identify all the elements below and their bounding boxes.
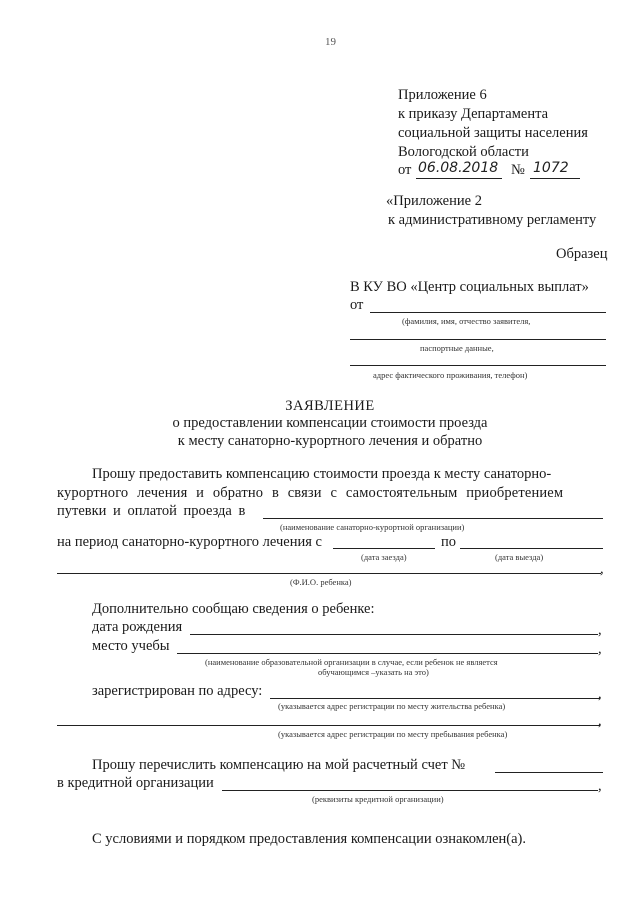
birth-date-label: дата рождения (92, 619, 183, 635)
comma-1: , (600, 561, 604, 577)
registration-line (270, 698, 600, 699)
addressee-passport-line (350, 339, 606, 340)
registered-label: зарегистрирован по адресу: (92, 683, 263, 699)
agreement-text: С условиями и порядком предоставления компенсации ознакомлен(а). (92, 831, 526, 847)
date-underline (416, 178, 502, 179)
hint-arrival-date: (дата заезда) (361, 552, 407, 562)
appendix-line-1: Приложение 6 (398, 87, 487, 103)
hint-address: адрес фактического проживания, телефон) (373, 370, 528, 380)
addressee-from-prefix: от (350, 297, 364, 313)
child-name-line (57, 573, 601, 574)
hint-passport: паспортные данные, (420, 343, 494, 353)
hint-child-name: (Ф.И.О. ребенка) (290, 577, 352, 587)
document-subtitle-1: о предоставлении компенсации стоимости проезда (172, 415, 488, 431)
appendix-date-value: 06.08.2018 (418, 160, 499, 176)
page-number: 19 (325, 36, 336, 48)
hint-stay: (указывается адрес регистрации по месту пребывания ребенка) (278, 729, 508, 739)
period-prefix: на период санаторно-курортного лечения с (57, 534, 322, 550)
addressee-address-line (350, 365, 606, 366)
comma-6: , (598, 778, 602, 794)
account-number-line (495, 772, 603, 773)
appendix-date-prefix: от (398, 162, 412, 178)
departure-date-line (460, 548, 603, 549)
appendix-number-prefix: № (511, 162, 525, 178)
birth-date-line (190, 634, 598, 635)
document-title: ЗАЯВЛЕНИЕ (285, 398, 375, 414)
payment-line-2: в кредитной организации (57, 775, 214, 791)
comma-3: , (598, 641, 602, 657)
arrival-date-line (333, 548, 435, 549)
comma-4: , (598, 686, 602, 702)
appendix-line-2: к приказу Департамента (398, 106, 549, 122)
hint-bank: (реквизиты кредитной организации) (312, 794, 444, 804)
addressee-to: В КУ ВО «Центр социальных выплат» (350, 279, 589, 295)
payment-line-1: Прошу перечислить компенсацию на мой расчетный счет № (92, 757, 466, 773)
appendix-number-value: 1072 (533, 160, 569, 176)
period-to: по (441, 534, 457, 550)
appendix-line-4: Вологодской области (398, 144, 529, 160)
hint-study-1: (наименование образовательной организации в случае, если ребенок не является (205, 657, 498, 667)
appendix-line-3: социальной защиты населения (398, 125, 588, 141)
study-place-label: место учебы (92, 638, 170, 654)
child-intro: Дополнительно сообщаю сведения о ребенке: (92, 601, 375, 617)
hint-departure-date: (дата выезда) (495, 552, 544, 562)
sample-label: Образец (556, 246, 608, 262)
organization-line (263, 518, 603, 519)
request-line-1: Прошу предоставить компенсацию стоимости проезда к месту санаторно- (92, 466, 552, 482)
comma-2: , (598, 622, 602, 638)
hint-organization: (наименование санаторно-курортной организации) (280, 522, 465, 532)
appendix2-line-1: «Приложение 2 (386, 193, 482, 209)
appendix2-line-2: к административному регламенту (388, 212, 597, 228)
addressee-name-line (370, 312, 606, 313)
document-subtitle-2: к месту санаторно-курортного лечения и обратно (177, 433, 483, 449)
comma-5: , (598, 713, 602, 729)
hint-registration: (указывается адрес регистрации по месту жительства ребенка) (278, 701, 506, 711)
bank-line (222, 790, 598, 791)
request-line-3: путевки и оплатой проезда в (57, 503, 246, 519)
number-underline (530, 178, 580, 179)
hint-applicant-name: (фамилия, имя, отчество заявителя, (402, 316, 531, 326)
study-place-line (177, 653, 598, 654)
hint-study-2: обучающимся –указать на это) (318, 667, 429, 677)
stay-address-line (57, 725, 600, 726)
request-line-2: курортного лечения и обратно в связи с самостоятельным приобретением (57, 485, 564, 501)
